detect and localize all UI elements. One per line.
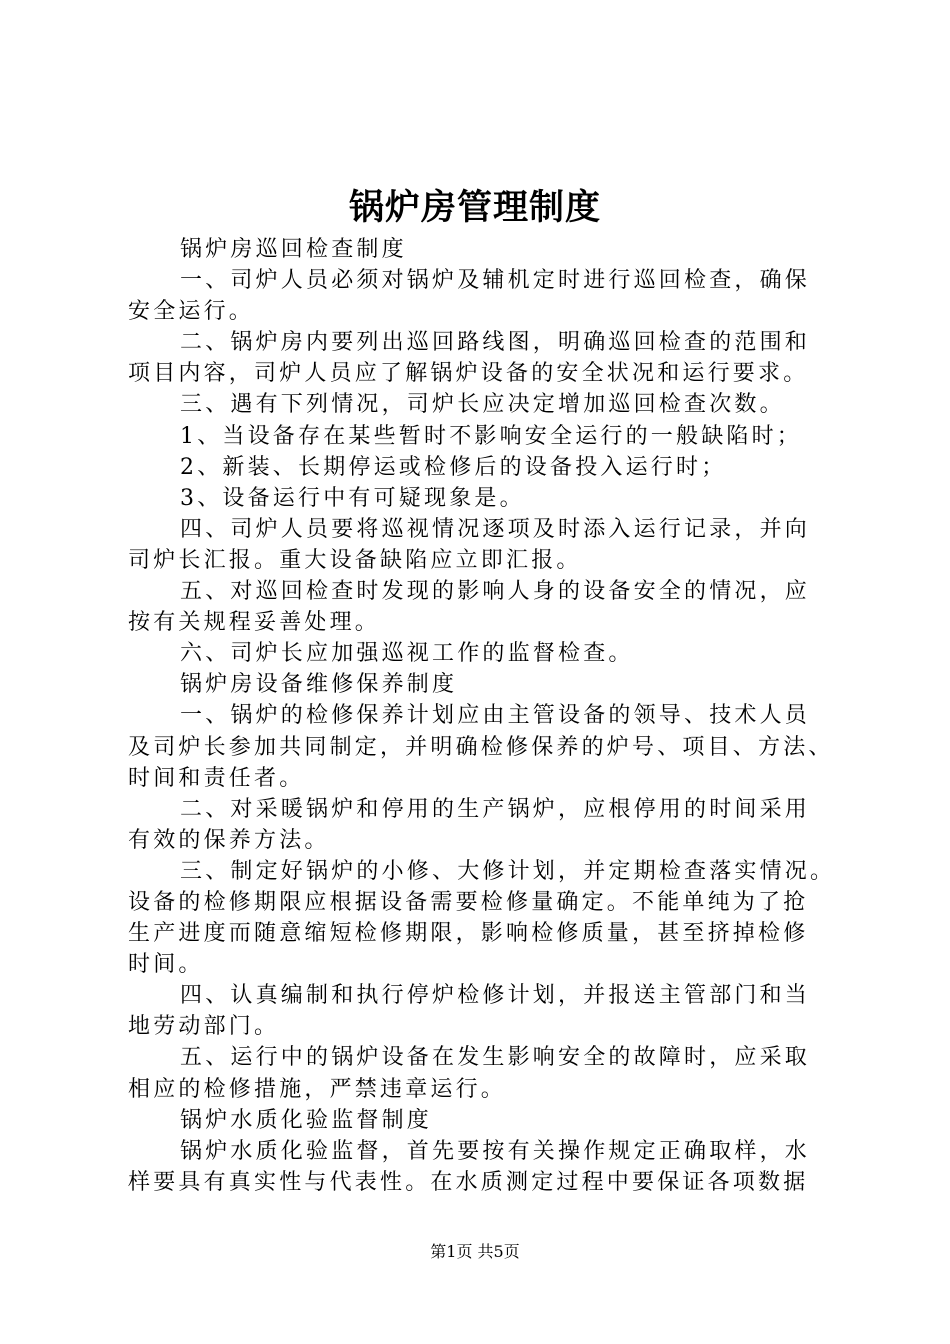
paragraph-line: 四、认真编制和执行停炉检修计划，并报送主管部门和当 [180, 983, 811, 1009]
paragraph-line: 按有关规程妥善处理。 [128, 610, 381, 636]
paragraph-line: 安全运行。 [128, 299, 255, 325]
paragraph-line: 时间和责任者。 [128, 765, 305, 791]
paragraph-line: 地劳动部门。 [128, 1014, 280, 1040]
paragraph-line: 锅炉水质化验监督制度 [180, 1107, 433, 1133]
paragraph-line: 二、锅炉房内要列出巡回路线图，明确巡回检查的范围和 [180, 330, 811, 356]
page-footer: 第1页 共5页 [430, 1242, 520, 1261]
paragraph-line: 有效的保养方法。 [128, 827, 330, 853]
paragraph-line: 锅炉水质化验监督，首先要按有关操作规定正确取样，水 [180, 1138, 811, 1164]
paragraph-line: 3、设备运行中有可疑现象是。 [180, 485, 525, 511]
paragraph-line: 相应的检修措施，严禁违章运行。 [128, 1076, 507, 1102]
paragraph-line: 设备的检修期限应根据设备需要检修量确定。不能单纯为了抢 [128, 889, 809, 915]
paragraph-line: 样要具有真实性与代表性。在水质测定过程中要保证各项数据 [128, 1169, 809, 1195]
paragraph-line: 五、对巡回检查时发现的影响人身的设备安全的情况，应 [180, 579, 811, 605]
document-title: 锅炉房管理制度 [348, 187, 601, 228]
paragraph-line: 五、运行中的锅炉设备在发生影响安全的故障时，应采取 [180, 1045, 811, 1071]
paragraph-line: 1、当设备存在某些暂时不影响安全运行的一般缺陷时； [180, 423, 802, 449]
paragraph-line: 二、对采暖锅炉和停用的生产锅炉，应根停用的时间采用 [180, 796, 811, 822]
paragraph-line: 六、司炉长应加强巡视工作的监督检查。 [180, 641, 634, 667]
document-body [128, 234, 838, 1198]
paragraph-line: 时间。 [128, 952, 204, 978]
paragraph-line: 2、新装、长期停运或检修后的设备投入运行时； [180, 454, 727, 480]
paragraph-line: 一、锅炉的检修保养计划应由主管设备的领导、技术人员 [180, 703, 811, 729]
paragraph-line: 锅炉房设备维修保养制度 [180, 672, 458, 698]
paragraph-line: 锅炉房巡回检查制度 [180, 237, 407, 262]
paragraph-line: 一、司炉人员必须对锅炉及辅机定时进行巡回检查，确保 [180, 268, 811, 294]
paragraph-line: 项目内容，司炉人员应了解锅炉设备的安全状况和运行要求。 [128, 361, 809, 387]
paragraph-line: 生产进度而随意缩短检修期限，影响检修质量，甚至挤掉检修 [128, 921, 809, 947]
paragraph-line: 及司炉长参加共同制定，并明确检修保养的炉号、项目、方法、 [128, 734, 834, 760]
paragraph-line: 司炉长汇报。重大设备缺陷应立即汇报。 [128, 547, 582, 573]
paragraph-line: 三、制定好锅炉的小修、大修计划，并定期检查落实情况。 [180, 858, 836, 884]
paragraph-line: 四、司炉人员要将巡视情况逐项及时添入运行记录，并向 [180, 516, 811, 542]
paragraph-line: 三、遇有下列情况，司炉长应决定增加巡回检查次数。 [180, 392, 785, 418]
